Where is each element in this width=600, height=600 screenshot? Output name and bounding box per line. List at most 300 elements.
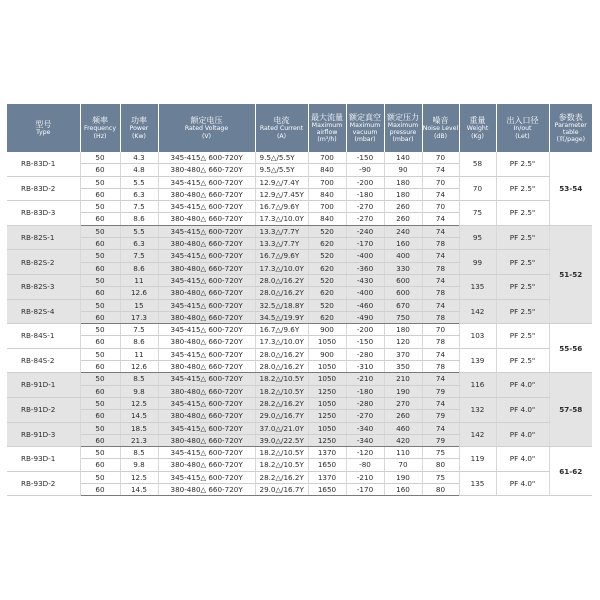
- noise-cell: 75: [422, 471, 459, 483]
- noise-cell: 78: [422, 336, 459, 348]
- pressure-cell: 670: [384, 299, 422, 311]
- airflow-cell: 840: [308, 188, 346, 200]
- vacuum-cell: -200: [346, 324, 384, 336]
- frequency-cell: 60: [80, 311, 120, 323]
- airflow-cell: 840: [308, 164, 346, 176]
- model-name: RB-82S-4: [7, 299, 80, 324]
- voltage-cell: 345-415△ 600-720Y: [158, 422, 255, 434]
- frequency-cell: 60: [80, 385, 120, 397]
- power-cell: 17.3: [120, 311, 158, 323]
- table-row: [7, 250, 592, 262]
- weight-cell: 139: [459, 348, 496, 373]
- pressure-cell: 370: [384, 348, 422, 360]
- pressure-cell: 350: [384, 361, 422, 373]
- table-row: [7, 373, 592, 385]
- model-name: RB-82S-1: [7, 225, 80, 250]
- airflow-cell: 1050: [308, 336, 346, 348]
- power-cell: 9.8: [120, 459, 158, 471]
- pressure-cell: 420: [384, 434, 422, 446]
- vacuum-cell: -210: [346, 373, 384, 385]
- table-row: [7, 225, 592, 237]
- pressure-cell: 110: [384, 447, 422, 459]
- noise-cell: 78: [422, 311, 459, 323]
- voltage-cell: 380-480△ 660-720Y: [158, 238, 255, 250]
- vacuum-cell: -280: [346, 348, 384, 360]
- frequency-cell: 60: [80, 410, 120, 422]
- frequency-cell: 50: [80, 373, 120, 385]
- noise-cell: 74: [422, 422, 459, 434]
- frequency-cell: 50: [80, 299, 120, 311]
- current-cell: 29.0△/16.7Y: [255, 484, 308, 496]
- frequency-cell: 50: [80, 176, 120, 188]
- frequency-cell: 50: [80, 422, 120, 434]
- model-name: RB-83D-3: [7, 201, 80, 226]
- pressure-cell: 270: [384, 397, 422, 409]
- airflow-cell: 1250: [308, 385, 346, 397]
- table-row: [7, 471, 592, 483]
- pressure-cell: 260: [384, 410, 422, 422]
- table-row: [7, 348, 592, 360]
- port-cell: PF 2.5": [496, 299, 549, 324]
- power-cell: 14.5: [120, 484, 158, 496]
- airflow-cell: 700: [308, 176, 346, 188]
- current-cell: 17.3△/10.0Y: [255, 336, 308, 348]
- voltage-cell: 345-415△ 600-720Y: [158, 152, 255, 164]
- col-power: 功率 Power (Kw): [120, 104, 158, 152]
- noise-cell: 74: [422, 225, 459, 237]
- voltage-cell: 380-480△ 660-720Y: [158, 164, 255, 176]
- power-cell: 11: [120, 348, 158, 360]
- pressure-cell: 120: [384, 336, 422, 348]
- col-pressure: 额定压力 Maximum pressure (mbar): [384, 104, 422, 152]
- voltage-cell: 345-415△ 600-720Y: [158, 447, 255, 459]
- pressure-cell: 750: [384, 311, 422, 323]
- noise-cell: 74: [422, 348, 459, 360]
- noise-cell: 74: [422, 188, 459, 200]
- vacuum-cell: -150: [346, 152, 384, 164]
- current-cell: 28.0△/16.2Y: [255, 361, 308, 373]
- page-ref-cell: 51-52: [549, 225, 592, 323]
- weight-cell: 70: [459, 176, 496, 201]
- port-cell: PF 2.5": [496, 348, 549, 373]
- noise-cell: 78: [422, 262, 459, 274]
- current-cell: 9.5△/5.5Y: [255, 164, 308, 176]
- airflow-cell: 1250: [308, 410, 346, 422]
- frequency-cell: 60: [80, 164, 120, 176]
- vacuum-cell: -80: [346, 459, 384, 471]
- port-cell: PF 4.0": [496, 397, 549, 422]
- power-cell: 12.5: [120, 397, 158, 409]
- model-name: RB-91D-3: [7, 422, 80, 447]
- pressure-cell: 190: [384, 471, 422, 483]
- table-row: [7, 422, 592, 434]
- col-frequency: 频率 Frequency (Hz): [80, 104, 120, 152]
- current-cell: 16.7△/9.6Y: [255, 250, 308, 262]
- power-cell: 7.5: [120, 324, 158, 336]
- weight-cell: 116: [459, 373, 496, 398]
- model-name: RB-93D-1: [7, 447, 80, 472]
- port-cell: PF 2.5": [496, 274, 549, 299]
- voltage-cell: 345-415△ 600-720Y: [158, 299, 255, 311]
- frequency-cell: 60: [80, 459, 120, 471]
- weight-cell: 135: [459, 274, 496, 299]
- voltage-cell: 380-480△ 660-720Y: [158, 188, 255, 200]
- pressure-cell: 460: [384, 422, 422, 434]
- frequency-cell: 60: [80, 213, 120, 225]
- vacuum-cell: -400: [346, 287, 384, 299]
- page-ref-cell: 53-54: [549, 152, 592, 225]
- voltage-cell: 380-480△ 660-720Y: [158, 213, 255, 225]
- pressure-cell: 210: [384, 373, 422, 385]
- frequency-cell: 60: [80, 262, 120, 274]
- model-name: RB-91D-1: [7, 373, 80, 398]
- power-cell: 6.3: [120, 188, 158, 200]
- airflow-cell: 900: [308, 348, 346, 360]
- noise-cell: 79: [422, 434, 459, 446]
- frequency-cell: 60: [80, 287, 120, 299]
- current-cell: 13.3△/7.7Y: [255, 238, 308, 250]
- voltage-cell: 345-415△ 600-720Y: [158, 324, 255, 336]
- pressure-cell: 180: [384, 176, 422, 188]
- frequency-cell: 50: [80, 152, 120, 164]
- noise-cell: 78: [422, 287, 459, 299]
- power-cell: 4.8: [120, 164, 158, 176]
- voltage-cell: 345-415△ 600-720Y: [158, 274, 255, 286]
- pressure-cell: 400: [384, 250, 422, 262]
- pressure-cell: 140: [384, 152, 422, 164]
- weight-cell: 103: [459, 324, 496, 349]
- model-name: RB-93D-2: [7, 471, 80, 496]
- noise-cell: 70: [422, 152, 459, 164]
- frequency-cell: 50: [80, 201, 120, 213]
- vacuum-cell: -340: [346, 434, 384, 446]
- header-row: [7, 104, 592, 152]
- vacuum-cell: -400: [346, 250, 384, 262]
- current-cell: 18.2△/10.5Y: [255, 459, 308, 471]
- current-cell: 28.2△/16.2Y: [255, 471, 308, 483]
- frequency-cell: 60: [80, 434, 120, 446]
- col-vacuum: 额定真空 Maximum vacuum (mbar): [346, 104, 384, 152]
- vacuum-cell: -200: [346, 176, 384, 188]
- airflow-cell: 700: [308, 201, 346, 213]
- noise-cell: 80: [422, 484, 459, 496]
- airflow-cell: 700: [308, 152, 346, 164]
- frequency-cell: 60: [80, 238, 120, 250]
- voltage-cell: 345-415△ 600-720Y: [158, 201, 255, 213]
- vacuum-cell: -340: [346, 422, 384, 434]
- power-cell: 15: [120, 299, 158, 311]
- airflow-cell: 1650: [308, 484, 346, 496]
- noise-cell: 79: [422, 410, 459, 422]
- vacuum-cell: -360: [346, 262, 384, 274]
- noise-cell: 70: [422, 324, 459, 336]
- power-cell: 8.6: [120, 336, 158, 348]
- airflow-cell: 620: [308, 238, 346, 250]
- pressure-cell: 160: [384, 484, 422, 496]
- noise-cell: 78: [422, 238, 459, 250]
- model-name: RB-82S-2: [7, 250, 80, 275]
- noise-cell: 74: [422, 250, 459, 262]
- current-cell: 12.9△/7.4Y: [255, 176, 308, 188]
- power-cell: 8.5: [120, 447, 158, 459]
- current-cell: 29.0△/16.7Y: [255, 410, 308, 422]
- port-cell: PF 4.0": [496, 373, 549, 398]
- table-row: [7, 447, 592, 459]
- weight-cell: 135: [459, 471, 496, 496]
- model-name: RB-84S-1: [7, 324, 80, 349]
- weight-cell: 142: [459, 422, 496, 447]
- vacuum-cell: -270: [346, 410, 384, 422]
- frequency-cell: 60: [80, 484, 120, 496]
- col-voltage: 额定电压 Rated Voltage (V): [158, 104, 255, 152]
- power-cell: 14.5: [120, 410, 158, 422]
- current-cell: 18.2△/10.5Y: [255, 447, 308, 459]
- vacuum-cell: -430: [346, 274, 384, 286]
- table-row: [7, 152, 592, 164]
- vacuum-cell: -120: [346, 447, 384, 459]
- vacuum-cell: -280: [346, 397, 384, 409]
- current-cell: 18.2△/10.5Y: [255, 385, 308, 397]
- power-cell: 11: [120, 274, 158, 286]
- frequency-cell: 50: [80, 274, 120, 286]
- noise-cell: 79: [422, 385, 459, 397]
- airflow-cell: 1050: [308, 397, 346, 409]
- pressure-cell: 180: [384, 188, 422, 200]
- pressure-cell: 180: [384, 324, 422, 336]
- vacuum-cell: -90: [346, 164, 384, 176]
- vacuum-cell: -210: [346, 471, 384, 483]
- current-cell: 28.0△/16.2Y: [255, 287, 308, 299]
- vacuum-cell: -240: [346, 225, 384, 237]
- current-cell: 17.3△/10.0Y: [255, 262, 308, 274]
- power-cell: 8.6: [120, 262, 158, 274]
- airflow-cell: 900: [308, 324, 346, 336]
- model-name: RB-83D-2: [7, 176, 80, 201]
- spec-body: [7, 152, 592, 496]
- vacuum-cell: -270: [346, 213, 384, 225]
- airflow-cell: 1650: [308, 459, 346, 471]
- noise-cell: 70: [422, 201, 459, 213]
- power-cell: 12.5: [120, 471, 158, 483]
- frequency-cell: 50: [80, 447, 120, 459]
- pressure-cell: 160: [384, 238, 422, 250]
- weight-cell: 99: [459, 250, 496, 275]
- voltage-cell: 345-415△ 600-720Y: [158, 397, 255, 409]
- noise-cell: 74: [422, 299, 459, 311]
- voltage-cell: 345-415△ 600-720Y: [158, 225, 255, 237]
- airflow-cell: 520: [308, 299, 346, 311]
- pressure-cell: 70: [384, 459, 422, 471]
- pressure-cell: 260: [384, 201, 422, 213]
- power-cell: 12.6: [120, 361, 158, 373]
- current-cell: 28.0△/16.2Y: [255, 274, 308, 286]
- voltage-cell: 345-415△ 600-720Y: [158, 176, 255, 188]
- weight-cell: 95: [459, 225, 496, 250]
- noise-cell: 74: [422, 213, 459, 225]
- current-cell: 28.2△/16.2Y: [255, 397, 308, 409]
- pressure-cell: 240: [384, 225, 422, 237]
- current-cell: 12.9△/7.45Y: [255, 188, 308, 200]
- noise-cell: 75: [422, 447, 459, 459]
- power-cell: 4.3: [120, 152, 158, 164]
- voltage-cell: 380-480△ 660-720Y: [158, 361, 255, 373]
- power-cell: 12.6: [120, 287, 158, 299]
- voltage-cell: 380-480△ 660-720Y: [158, 336, 255, 348]
- model-name: RB-84S-2: [7, 348, 80, 373]
- vacuum-cell: -490: [346, 311, 384, 323]
- pressure-cell: 600: [384, 274, 422, 286]
- weight-cell: 142: [459, 299, 496, 324]
- current-cell: 9.5△/5.5Y: [255, 152, 308, 164]
- port-cell: PF 2.5": [496, 201, 549, 226]
- noise-cell: 70: [422, 176, 459, 188]
- airflow-cell: 520: [308, 225, 346, 237]
- voltage-cell: 380-480△ 660-720Y: [158, 311, 255, 323]
- vacuum-cell: -150: [346, 336, 384, 348]
- airflow-cell: 1250: [308, 434, 346, 446]
- port-cell: PF 4.0": [496, 447, 549, 472]
- frequency-cell: 50: [80, 397, 120, 409]
- page-ref-cell: 61-62: [549, 447, 592, 496]
- voltage-cell: 380-480△ 660-720Y: [158, 434, 255, 446]
- voltage-cell: 345-415△ 600-720Y: [158, 250, 255, 262]
- frequency-cell: 60: [80, 188, 120, 200]
- airflow-cell: 840: [308, 213, 346, 225]
- col-noise: 噪音 Noise Level (dB): [422, 104, 459, 152]
- frequency-cell: 50: [80, 324, 120, 336]
- weight-cell: 75: [459, 201, 496, 226]
- current-cell: 34.5△/19.9Y: [255, 311, 308, 323]
- current-cell: 16.7△/9.6Y: [255, 201, 308, 213]
- noise-cell: 74: [422, 373, 459, 385]
- airflow-cell: 520: [308, 250, 346, 262]
- noise-cell: 74: [422, 164, 459, 176]
- current-cell: 28.0△/16.2Y: [255, 348, 308, 360]
- current-cell: 32.5△/18.8Y: [255, 299, 308, 311]
- voltage-cell: 345-415△ 600-720Y: [158, 348, 255, 360]
- current-cell: 37.0△/21.0Y: [255, 422, 308, 434]
- port-cell: PF 2.5": [496, 324, 549, 349]
- voltage-cell: 345-415△ 600-720Y: [158, 471, 255, 483]
- current-cell: 13.3△/7.7Y: [255, 225, 308, 237]
- port-cell: PF 2.5": [496, 152, 549, 176]
- power-cell: 9.8: [120, 385, 158, 397]
- frequency-cell: 50: [80, 250, 120, 262]
- current-cell: 39.0△/22.5Y: [255, 434, 308, 446]
- power-cell: 7.5: [120, 250, 158, 262]
- frequency-cell: 50: [80, 348, 120, 360]
- noise-cell: 80: [422, 459, 459, 471]
- voltage-cell: 380-480△ 660-720Y: [158, 385, 255, 397]
- noise-cell: 78: [422, 361, 459, 373]
- current-cell: 16.7△/9.6Y: [255, 324, 308, 336]
- power-cell: 8.5: [120, 373, 158, 385]
- pressure-cell: 260: [384, 213, 422, 225]
- col-type: 型号 Type: [7, 104, 80, 152]
- spec-sheet: [7, 104, 592, 496]
- pressure-cell: 330: [384, 262, 422, 274]
- airflow-cell: 1050: [308, 422, 346, 434]
- airflow-cell: 620: [308, 311, 346, 323]
- vacuum-cell: -170: [346, 238, 384, 250]
- power-cell: 18.5: [120, 422, 158, 434]
- power-cell: 7.5: [120, 201, 158, 213]
- airflow-cell: 1050: [308, 361, 346, 373]
- vacuum-cell: -270: [346, 201, 384, 213]
- power-cell: 5.5: [120, 225, 158, 237]
- current-cell: 18.2△/10.5Y: [255, 373, 308, 385]
- model-name: RB-82S-3: [7, 274, 80, 299]
- frequency-cell: 60: [80, 336, 120, 348]
- power-cell: 6.3: [120, 238, 158, 250]
- vacuum-cell: -180: [346, 188, 384, 200]
- frequency-cell: 50: [80, 225, 120, 237]
- power-cell: 8.6: [120, 213, 158, 225]
- table-row: [7, 397, 592, 409]
- weight-cell: 58: [459, 152, 496, 176]
- col-weight: 重量 Weight (Kg): [459, 104, 496, 152]
- table-row: [7, 324, 592, 336]
- pressure-cell: 190: [384, 385, 422, 397]
- airflow-cell: 1050: [308, 373, 346, 385]
- table-row: [7, 274, 592, 286]
- power-cell: 21.3: [120, 434, 158, 446]
- port-cell: PF 2.5": [496, 225, 549, 250]
- col-inout: 出入口径 In/out (Let): [496, 104, 549, 152]
- col-current: 电流 Rated Current (A): [255, 104, 308, 152]
- port-cell: PF 2.5": [496, 176, 549, 201]
- vacuum-cell: -310: [346, 361, 384, 373]
- voltage-cell: 345-415△ 600-720Y: [158, 373, 255, 385]
- vacuum-cell: -170: [346, 484, 384, 496]
- voltage-cell: 380-480△ 660-720Y: [158, 484, 255, 496]
- airflow-cell: 1370: [308, 447, 346, 459]
- noise-cell: 74: [422, 397, 459, 409]
- page-ref-cell: 55-56: [549, 324, 592, 373]
- page-ref-cell: 57-58: [549, 373, 592, 447]
- vacuum-cell: -460: [346, 299, 384, 311]
- col-param: 参数表 Parameter table (页/page): [549, 104, 592, 152]
- frequency-cell: 50: [80, 471, 120, 483]
- weight-cell: 132: [459, 397, 496, 422]
- col-airflow: 最大流量 Maximum airflow (m³/h): [308, 104, 346, 152]
- weight-cell: 119: [459, 447, 496, 472]
- voltage-cell: 380-480△ 660-720Y: [158, 410, 255, 422]
- voltage-cell: 380-480△ 660-720Y: [158, 287, 255, 299]
- port-cell: PF 4.0": [496, 422, 549, 447]
- vacuum-cell: -180: [346, 385, 384, 397]
- airflow-cell: 520: [308, 274, 346, 286]
- airflow-cell: 620: [308, 287, 346, 299]
- table-row: [7, 299, 592, 311]
- noise-cell: 74: [422, 274, 459, 286]
- airflow-cell: 620: [308, 262, 346, 274]
- current-cell: 17.3△/10.0Y: [255, 213, 308, 225]
- power-cell: 5.5: [120, 176, 158, 188]
- port-cell: PF 4.0": [496, 471, 549, 496]
- frequency-cell: 60: [80, 361, 120, 373]
- voltage-cell: 380-480△ 660-720Y: [158, 262, 255, 274]
- table-row: [7, 201, 592, 213]
- spec-table: [7, 104, 592, 496]
- model-name: RB-83D-1: [7, 152, 80, 176]
- airflow-cell: 1370: [308, 471, 346, 483]
- pressure-cell: 90: [384, 164, 422, 176]
- port-cell: PF 2.5": [496, 250, 549, 275]
- table-row: [7, 176, 592, 188]
- voltage-cell: 380-480△ 660-720Y: [158, 459, 255, 471]
- model-name: RB-91D-2: [7, 397, 80, 422]
